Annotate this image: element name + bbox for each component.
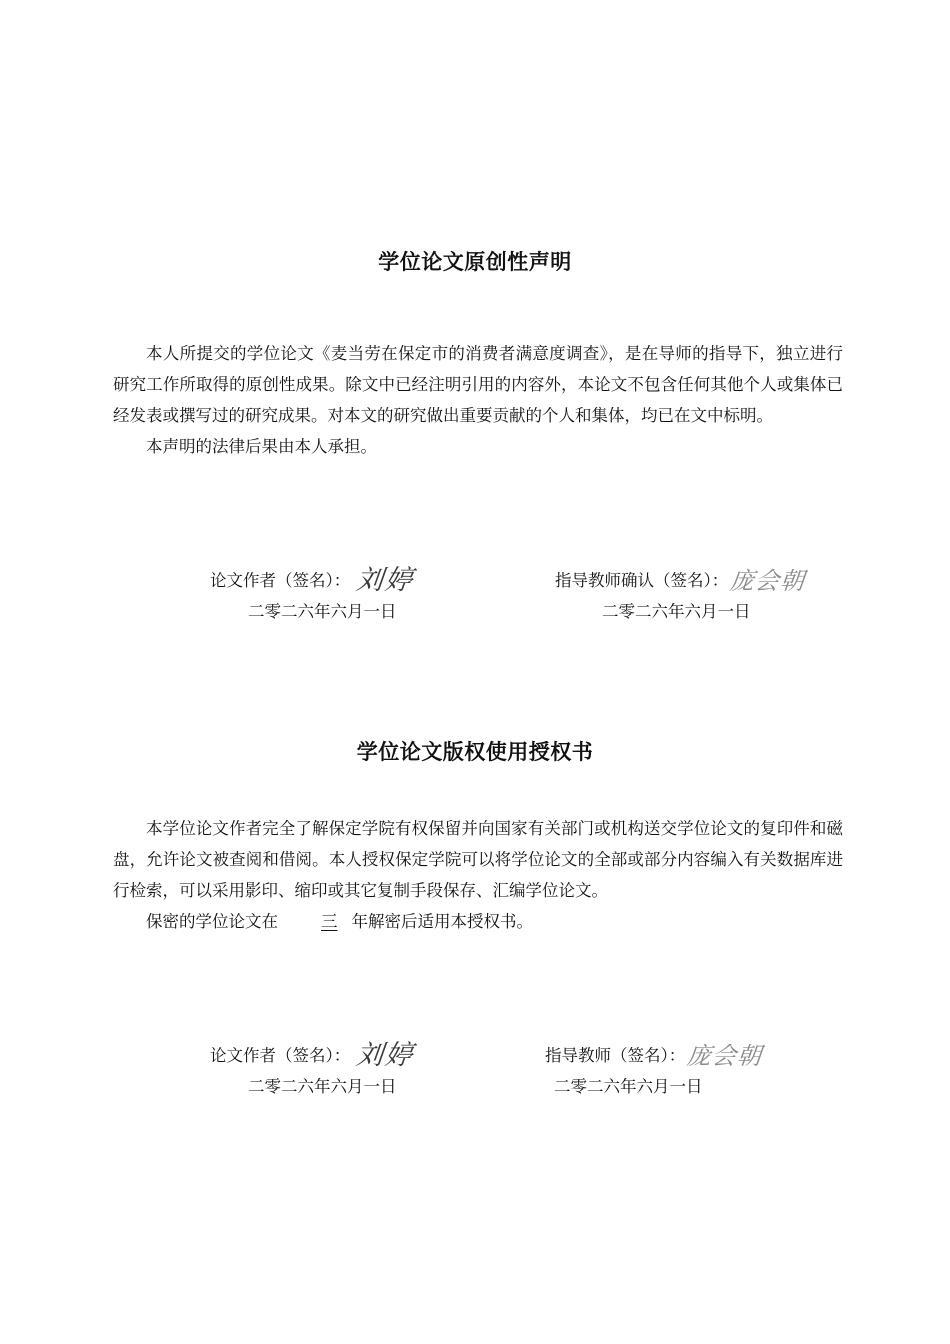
author-signature-date: 二零二六年六月一日 [248,602,397,621]
advisor-signature-label: 指导教师（签名）： [545,1046,686,1065]
advisor-handwritten-signature: 庞会朝 [728,566,807,595]
author-handwritten-signature: 刘婷 [354,1040,416,1071]
copyright-body [113,813,843,937]
secrecy-paragraph [113,906,843,937]
author-handwritten-signature: 刘婷 [354,565,416,596]
advisor-signature-label: 指导教师确认（签名）： [555,571,729,590]
advisor-signature-date: 二零二六年六月一日 [602,602,751,621]
advisor-signature-date: 二零二六年六月一日 [554,1077,703,1096]
advisor-handwritten-signature: 庞会朝 [685,1041,764,1070]
secrecy-prefix: 保密的学位论文在 [146,912,278,931]
secrecy-years: 三 [321,912,338,931]
originality-body [113,338,843,462]
copyright-paragraph: 本学位论文作者完全了解保定学院有权保留并向国家有关部门或机构送交学位论文的复印件和磁盘，允许论文被查阅和借阅。本人授权保定学院可以将学位论文的全部或部分内容编入有关数据库进行检索，可以采用影印、缩印或其它复制手段保存、汇编学位论文。 [113,819,843,900]
originality-author-signature-block [210,565,414,627]
author-signature-label: 论文作者（签名）： [210,571,351,590]
copyright-advisor-signature-block [545,1040,762,1102]
copyright-title: 学位论文版权使用授权书 [356,740,594,764]
originality-paragraph: 本人所提交的学位论文《麦当劳在保定市的消费者满意度调查》，是在导师的指导下，独立进行研究工作所取得的原创性成果。除文中已经注明引用的内容外，本论文不包含任何其他个人或集体已经发表或撰写过的研究成果。对本文的研究做出重要贡献的个人和集体，均已在文中标明。 [113,344,843,425]
author-signature-date: 二零二六年六月一日 [248,1077,397,1096]
originality-title: 学位论文原创性声明 [378,250,572,274]
originality-legal-paragraph: 本声明的法律后果由本人承担。 [146,437,377,456]
author-signature-label: 论文作者（签名）： [210,1046,351,1065]
copyright-author-signature-block [210,1040,414,1102]
secrecy-suffix: 年解密后适用本授权书。 [351,912,533,931]
originality-advisor-signature-block [555,565,805,627]
